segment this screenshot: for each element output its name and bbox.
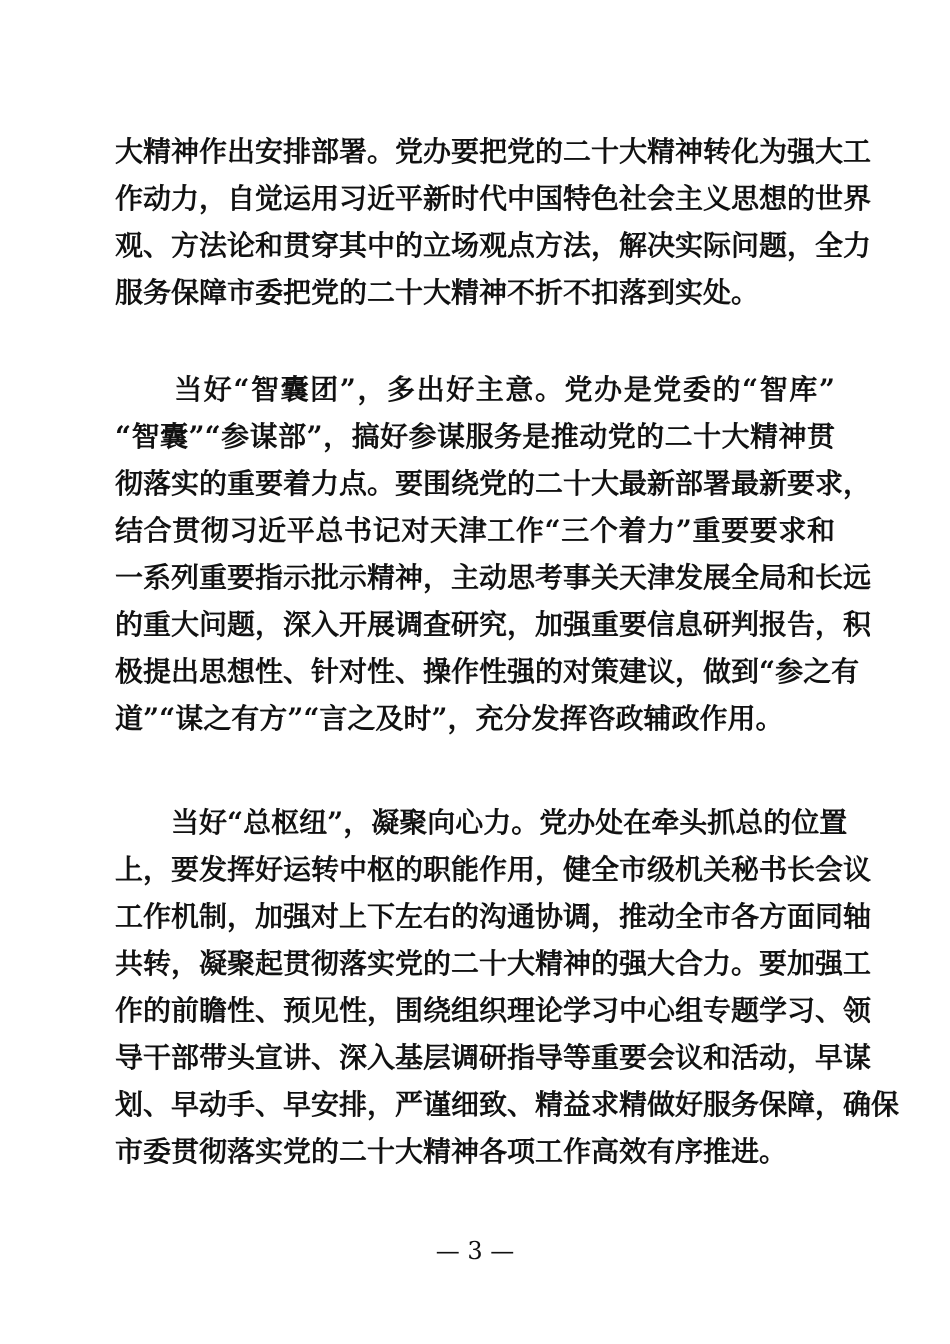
paragraph-2-line-8: 道”“谋之有方”“言之及时”，充分发挥咨政辅政作用。 [115,702,784,735]
paragraph-2-line-6: 的重大问题，深入开展调查研究，加强重要信息研判报告，积 [115,608,872,641]
paragraph-3-line-6: 导干部带头宣讲、深入基层调研指导等重要会议和活动，早谋 [115,1041,872,1074]
paragraph-1-line-4: 服务保障市委把党的二十大精神不折不扣落到实处。 [115,276,760,309]
paragraph-3-line-4: 共转，凝聚起贯彻落实党的二十大精神的强大合力。要加强工 [115,947,872,980]
paragraph-2-line-5: 一系列重要指示批示精神，主动思考事关天津发展全局和长远 [115,561,872,594]
paragraph-3-line-3: 工作机制，加强对上下左右的沟通协调，推动全市各方面同轴 [115,900,872,933]
paragraph-1-line-3: 观、方法论和贯穿其中的立场观点方法，解决实际问题，全力 [115,229,872,262]
paragraph-3-line-2: 上，要发挥好运转中枢的职能作用，健全市级机关秘书长会议 [115,853,872,886]
paragraph-3-line-7: 划、早动手、早安排，严谨细致、精益求精做好服务保障，确保 [115,1088,900,1121]
paragraph-2-line-7: 极提出思想性、针对性、操作性强的对策建议，做到“参之有 [115,655,860,688]
paragraph-3-line-5: 作的前瞻性、预见性，围绕组织理论学习中心组专题学习、领 [115,994,872,1027]
page-number: — 3 — [435,1237,515,1265]
paragraph-2-line-4: 结合贯彻习近平总书记对天津工作“三个着力”重要要求和 [115,514,835,547]
paragraph-1-line-2: 作动力，自觉运用习近平新时代中国特色社会主义思想的世界 [115,182,872,215]
paragraph-3-line-8: 市委贯彻落实党的二十大精神各项工作高效有序推进。 [115,1135,788,1168]
paragraph-2-line-1: 当好“智囊团”，多出好主意。党办是党委的“智库” [115,373,835,406]
paragraph-3-line-1: 当好“总枢纽”，凝聚向心力。党办处在牵头抓总的位置 [115,806,848,839]
paragraph-1-line-1: 大精神作出安排部署。党办要把党的二十大精神转化为强大工 [115,135,872,168]
paragraph-2-line-2: “智囊”“参谋部”，搞好参谋服务是推动党的二十大精神贯 [115,420,835,453]
paragraph-2-line-3: 彻落实的重要着力点。要围绕党的二十大最新部署最新要求， [115,467,872,500]
